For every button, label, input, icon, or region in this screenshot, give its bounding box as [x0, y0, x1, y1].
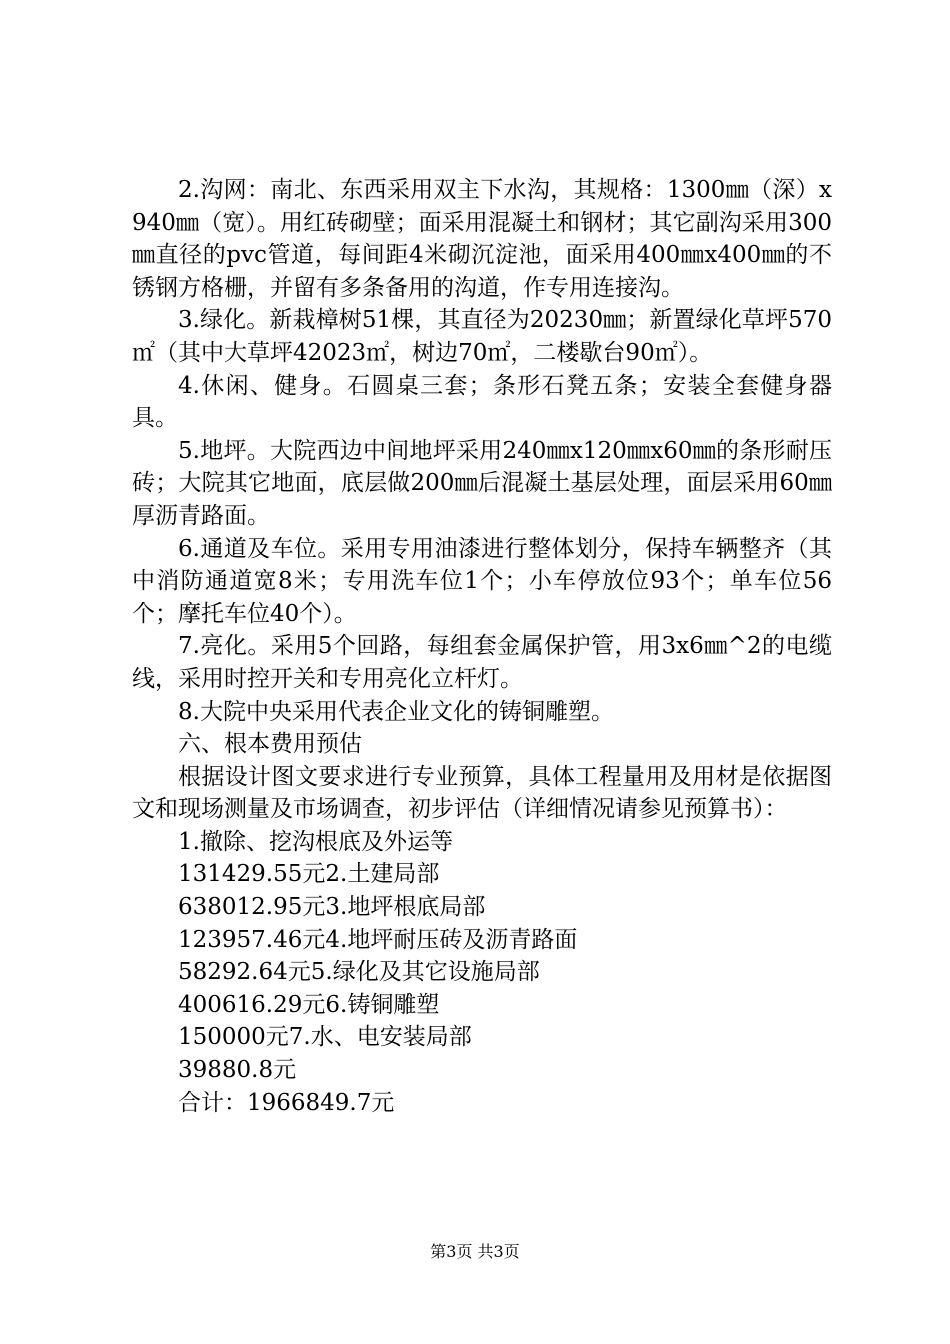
paragraph-parking: 6.通道及车位。采用专用油漆进行整体划分，保持车辆整齐（其中消防通道宽8米；专用洗车位1个；小车停放位93个；单车位56个；摩托车位40个）。	[132, 535, 832, 627]
budget-line: 150000元7.水、电安装局部	[178, 1024, 472, 1051]
paragraph-greening: 3.绿化。新栽樟树51棵，其直径为20230㎜；新置绿化草坪570㎡（其中大草坪42023㎡，树边70㎡，二楼歇台90㎡）。	[132, 307, 832, 366]
paragraph-drainage: 2.沟网：南北、东西采用双主下水沟，其规格：1300㎜（深）x940㎜（宽）。用红砖砌壁；面采用混凝土和钢材；其它副沟采用300㎜直径的pvc管道，每间距4米砌沉淀池，面采用400㎜x400㎜的不锈钢方格栅，并留有多条备用的沟道，作专用连接沟。	[132, 177, 832, 301]
budget-line: 1.撤除、挖沟根底及外运等	[178, 828, 453, 855]
budget-line: 400616.29元6.铸铜雕塑	[178, 991, 440, 1018]
budget-line: 638012.95元3.地坪根底局部	[178, 894, 486, 921]
paragraph-sculpture: 8.大院中央采用代表企业文化的铸铜雕塑。	[178, 698, 614, 725]
paragraph-estimate-intro: 根据设计图文要求进行专业预算，具体工程量用及用材是依据图文和现场测量及市场调查，初步评估（详细情况请参见预算书）：	[132, 763, 832, 823]
budget-line: 123957.46元4.地坪耐压砖及沥青路面	[178, 926, 578, 953]
budget-line: 58292.64元5.绿化及其它设施局部	[178, 959, 540, 986]
section-heading-cost-estimate: 六、根本费用预估	[178, 731, 362, 758]
budget-line: 131429.55元2.土建局部	[178, 861, 440, 888]
paragraph-ground: 5.地坪。大院西边中间地坪采用240㎜x120㎜x60㎜的条形耐压砖；大院其它地面，底层做200㎜后混凝土基层处理，面层采用60㎜厚沥青路面。	[132, 437, 832, 529]
budget-list	[132, 826, 832, 1119]
paragraph-lighting: 7.亮化。采用5个回路，每组套金属保护管，用3x6㎜^2的电缆线，采用时控开关和专用亮化立杆灯。	[132, 633, 832, 692]
paragraph-leisure: 4.休闲、健身。石圆桌三套；条形石凳五条；安装全套健身器具。	[132, 372, 832, 432]
budget-total: 合计：1966849.7元	[178, 1089, 395, 1116]
document-body	[132, 174, 832, 1119]
page-number-footer: 第3页 共3页	[430, 1242, 520, 1261]
budget-line: 39880.8元	[178, 1057, 297, 1084]
